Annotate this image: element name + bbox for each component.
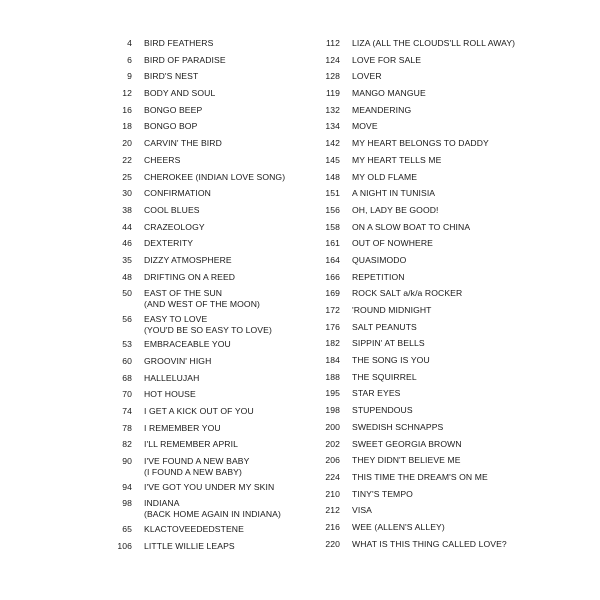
page-number: 106 bbox=[117, 540, 132, 551]
page-number: 18 bbox=[122, 121, 132, 132]
page-number: 124 bbox=[325, 54, 340, 65]
toc-entry bbox=[100, 121, 305, 138]
toc-entry bbox=[100, 238, 305, 255]
song-title: ROCK SALT a/k/a ROCKER bbox=[352, 288, 463, 299]
page-number: 112 bbox=[326, 38, 340, 48]
toc-entry bbox=[100, 423, 305, 440]
song-title: SWEDISH SCHNAPPS bbox=[352, 421, 444, 432]
song-title: INDIANA (BACK HOME AGAIN IN INDIANA) bbox=[144, 498, 281, 520]
song-title: GROOVIN' HIGH bbox=[144, 356, 212, 366]
song-title: LIZA (ALL THE CLOUDS'LL ROLL AWAY) bbox=[352, 38, 516, 48]
toc-entry bbox=[308, 422, 523, 439]
song-title: HOT HOUSE bbox=[144, 389, 196, 400]
page-number: 22 bbox=[122, 154, 132, 165]
toc-entry bbox=[100, 88, 305, 105]
song-title: THE SONG IS YOU bbox=[352, 355, 430, 366]
toc-entry bbox=[308, 355, 523, 372]
song-title: WHAT IS THIS THING CALLED LOVE? bbox=[352, 538, 507, 549]
song-title: DRIFTING ON A REED bbox=[144, 271, 236, 282]
toc-entry bbox=[308, 138, 523, 155]
page-number: 25 bbox=[122, 171, 132, 182]
song-title: CRAZEOLOGY bbox=[144, 221, 205, 232]
song-title: VISA bbox=[352, 505, 372, 516]
page-number: 82 bbox=[122, 439, 132, 450]
song-title: BONGO BOP bbox=[144, 121, 198, 132]
song-title: BODY AND SOUL bbox=[144, 88, 216, 99]
song-title: STAR EYES bbox=[352, 388, 401, 399]
toc-entry bbox=[100, 482, 305, 499]
toc-entry bbox=[100, 138, 305, 155]
page-number: 216 bbox=[325, 521, 340, 532]
page-number: 176 bbox=[325, 321, 340, 332]
page-number: 134 bbox=[325, 121, 340, 132]
toc-entry bbox=[308, 121, 523, 138]
song-title: SALT PEANUTS bbox=[352, 321, 417, 332]
toc-entry bbox=[100, 524, 305, 541]
song-title: BIRD OF PARADISE bbox=[144, 54, 226, 65]
page-number: 30 bbox=[122, 188, 132, 199]
page-number: 65 bbox=[122, 523, 132, 534]
song-title: BIRD FEATHERS bbox=[144, 38, 214, 48]
song-title: LOVER bbox=[352, 71, 382, 82]
page-number: 148 bbox=[325, 171, 340, 182]
song-title: BIRD'S NEST bbox=[144, 71, 199, 82]
toc-entry bbox=[100, 456, 305, 482]
page-number: 128 bbox=[325, 71, 340, 82]
toc-entry bbox=[100, 38, 305, 55]
toc-entry bbox=[100, 222, 305, 239]
toc-entry bbox=[308, 272, 523, 289]
toc-entry bbox=[100, 272, 305, 289]
page-number: 48 bbox=[122, 271, 132, 282]
toc-entry bbox=[100, 356, 305, 373]
song-title: WEE (ALLEN'S ALLEY) bbox=[352, 521, 445, 532]
toc-entry bbox=[308, 405, 523, 422]
song-title: I'LL REMEMBER APRIL bbox=[144, 439, 238, 450]
toc-entry bbox=[308, 55, 523, 72]
page-number: 68 bbox=[122, 372, 132, 383]
page-number: 9 bbox=[127, 71, 132, 82]
song-title: STUPENDOUS bbox=[352, 405, 413, 416]
page-number: 224 bbox=[325, 471, 340, 482]
toc-right-column bbox=[308, 38, 523, 555]
toc-entry bbox=[100, 406, 305, 423]
toc-entry bbox=[308, 372, 523, 389]
page-number: 188 bbox=[325, 371, 340, 382]
toc-entry bbox=[100, 55, 305, 72]
page-number: 20 bbox=[122, 138, 132, 149]
page-number: 35 bbox=[122, 254, 132, 265]
toc-entry bbox=[100, 188, 305, 205]
page-number: 142 bbox=[325, 138, 340, 149]
page-number: 202 bbox=[325, 438, 340, 449]
song-title: MY OLD FLAME bbox=[352, 171, 418, 182]
song-title: QUASIMODO bbox=[352, 254, 407, 265]
toc-entry bbox=[308, 238, 523, 255]
toc-entry bbox=[308, 155, 523, 172]
page-number: 46 bbox=[122, 238, 132, 249]
page-number: 16 bbox=[122, 104, 132, 115]
song-title: MY HEART TELLS ME bbox=[352, 154, 442, 165]
toc-entry bbox=[100, 314, 305, 340]
song-title: TINY'S TEMPO bbox=[352, 488, 413, 499]
toc-entry bbox=[100, 373, 305, 390]
song-title: CHEERS bbox=[144, 154, 181, 165]
song-title: CONFIRMATION bbox=[144, 188, 211, 199]
song-title: SWEET GEORGIA BROWN bbox=[352, 438, 462, 449]
toc-entry bbox=[308, 222, 523, 239]
page-number: 156 bbox=[325, 204, 340, 215]
page-number: 151 bbox=[325, 188, 340, 199]
song-title: I REMEMBER YOU bbox=[144, 422, 221, 433]
page-number: 98 bbox=[122, 498, 132, 509]
page-number: 4 bbox=[127, 38, 132, 48]
page-number: 182 bbox=[325, 338, 340, 349]
song-title: LOVE FOR SALE bbox=[352, 54, 422, 65]
page-number: 172 bbox=[325, 305, 340, 315]
toc-entry bbox=[308, 305, 523, 322]
song-title: CHEROKEE (INDIAN LOVE SONG) bbox=[144, 171, 286, 182]
toc-entry bbox=[308, 388, 523, 405]
page-number: 200 bbox=[325, 421, 340, 432]
song-title: COOL BLUES bbox=[144, 204, 200, 215]
song-title: I GET A KICK OUT OF YOU bbox=[144, 406, 254, 417]
song-title: A NIGHT IN TUNISIA bbox=[352, 188, 436, 199]
page-number: 132 bbox=[325, 104, 340, 115]
song-title: THEY DIDN'T BELIEVE ME bbox=[352, 455, 461, 466]
toc-entry bbox=[308, 455, 523, 472]
toc-entry bbox=[308, 472, 523, 489]
toc-entry bbox=[100, 439, 305, 456]
toc-entry bbox=[100, 205, 305, 222]
song-title: 'ROUND MIDNIGHT bbox=[352, 305, 432, 315]
song-title: THE SQUIRREL bbox=[352, 371, 417, 382]
song-title: EASY TO LOVE (YOU'D BE SO EASY TO LOVE) bbox=[144, 313, 272, 335]
toc-entry bbox=[308, 38, 523, 55]
page-number: 6 bbox=[127, 54, 132, 65]
page-number: 210 bbox=[325, 488, 340, 499]
toc-entry bbox=[100, 172, 305, 189]
page-number: 195 bbox=[325, 388, 340, 399]
song-title: CARVIN' THE BIRD bbox=[144, 138, 222, 149]
toc-entry bbox=[308, 489, 523, 506]
toc-entry bbox=[308, 539, 523, 556]
toc-entry bbox=[100, 288, 305, 314]
song-title: ON A SLOW BOAT TO CHINA bbox=[352, 221, 471, 232]
page-number: 60 bbox=[122, 356, 132, 366]
song-title: MY HEART BELONGS TO DADDY bbox=[352, 138, 489, 149]
page-number: 78 bbox=[122, 422, 132, 433]
toc-left-column bbox=[100, 38, 305, 557]
song-title: EAST OF THE SUN (AND WEST OF THE MOON) bbox=[144, 288, 260, 310]
page-number: 90 bbox=[122, 456, 132, 467]
song-title: DIZZY ATMOSPHERE bbox=[144, 254, 232, 265]
page-number: 50 bbox=[122, 288, 132, 299]
song-title: I'VE FOUND A NEW BABY (I FOUND A NEW BABY) bbox=[144, 456, 250, 477]
page-number: 53 bbox=[122, 339, 132, 350]
page-number: 74 bbox=[122, 406, 132, 417]
toc-entry bbox=[308, 439, 523, 456]
page-number: 184 bbox=[325, 355, 340, 366]
song-title: MOVE bbox=[352, 121, 378, 132]
toc-entry bbox=[308, 338, 523, 355]
toc-entry bbox=[100, 255, 305, 272]
page-number: 164 bbox=[325, 254, 340, 265]
page-number: 206 bbox=[325, 455, 340, 466]
song-title: KLACTOVEEDEDSTENE bbox=[144, 523, 244, 534]
page-number: 166 bbox=[325, 271, 340, 282]
song-title: OH, LADY BE GOOD! bbox=[352, 204, 439, 215]
toc-entry bbox=[308, 255, 523, 272]
song-title: THIS TIME THE DREAM'S ON ME bbox=[352, 471, 488, 482]
toc-entry bbox=[308, 88, 523, 105]
page-number: 161 bbox=[325, 238, 340, 249]
page-number: 198 bbox=[325, 405, 340, 416]
song-title: EMBRACEABLE YOU bbox=[144, 339, 231, 350]
song-title: I'VE GOT YOU UNDER MY SKIN bbox=[144, 481, 275, 492]
song-title: SIPPIN' AT BELLS bbox=[352, 338, 425, 349]
song-title: MEANDERING bbox=[352, 104, 412, 115]
page-number: 158 bbox=[325, 221, 340, 232]
toc-entry bbox=[308, 322, 523, 339]
toc-entry bbox=[100, 498, 305, 524]
toc-entry bbox=[308, 522, 523, 539]
song-title: HALLELUJAH bbox=[144, 372, 200, 383]
page-number: 212 bbox=[325, 505, 340, 516]
toc-entry bbox=[100, 71, 305, 88]
page-number: 94 bbox=[122, 481, 132, 492]
toc-entry bbox=[308, 172, 523, 189]
song-title: BONGO BEEP bbox=[144, 104, 203, 115]
song-title: LITTLE WILLIE LEAPS bbox=[144, 540, 235, 551]
page-number: 119 bbox=[326, 88, 340, 99]
toc-entry bbox=[100, 389, 305, 406]
page-number: 12 bbox=[122, 88, 132, 99]
song-title: DEXTERITY bbox=[144, 238, 194, 249]
toc-entry bbox=[308, 505, 523, 522]
toc-entry bbox=[100, 339, 305, 356]
toc-entry bbox=[100, 105, 305, 122]
page-number: 220 bbox=[325, 538, 340, 549]
page-number: 56 bbox=[122, 313, 132, 324]
page-number: 145 bbox=[325, 154, 340, 165]
song-title: OUT OF NOWHERE bbox=[352, 238, 433, 249]
song-title: MANGO MANGUE bbox=[352, 88, 426, 99]
toc-entry bbox=[308, 71, 523, 88]
toc-entry bbox=[308, 105, 523, 122]
toc-entry bbox=[308, 288, 523, 305]
toc-entry bbox=[308, 205, 523, 222]
toc-entry bbox=[100, 155, 305, 172]
song-title: REPETITION bbox=[352, 271, 405, 282]
page-number: 44 bbox=[122, 221, 132, 232]
page-number: 169 bbox=[325, 288, 340, 299]
page-number: 70 bbox=[122, 389, 132, 400]
toc-entry bbox=[100, 541, 305, 558]
toc-entry bbox=[308, 188, 523, 205]
page-number: 38 bbox=[122, 204, 132, 215]
